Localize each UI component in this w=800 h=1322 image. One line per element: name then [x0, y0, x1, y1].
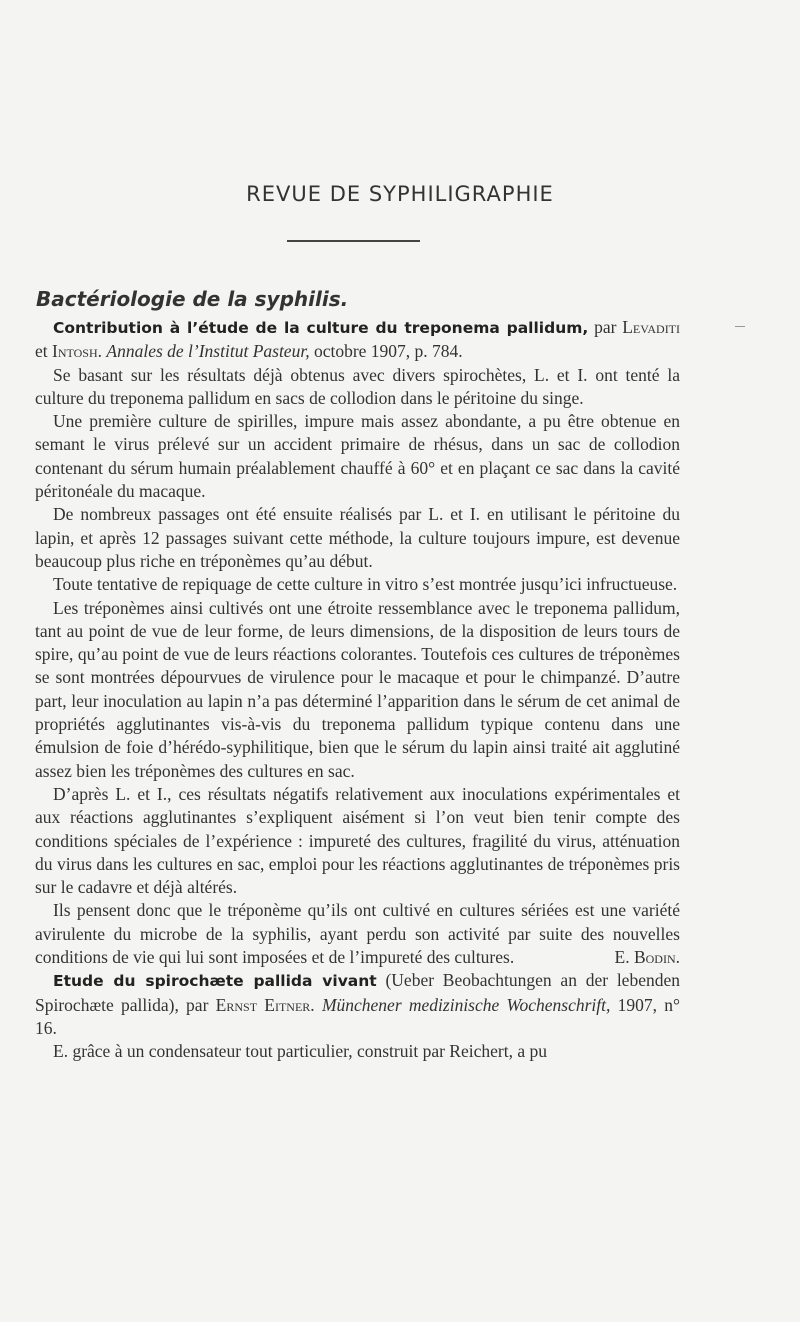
article2-original: (Ueber Beobachtungen an der lebenden Spirochæte pallida), par	[35, 970, 680, 1015]
paragraph: Se basant sur les résultats déjà obtenus avec divers spirochètes, L. et I. ont tenté la culture du treponema pallidum en sacs de collodion dans le péritoine du singe.	[35, 364, 680, 408]
paragraph: Une première culture de spirilles, impure mais assez abondante, a pu être obtenue en semant le virus prélevé sur un accident primaire de rhésus, dans un sac de collodion contenant du sérum humain préalablement chauffé à 60° et en plaçant ce sac dans la cavité péritonéale du macaque.	[35, 411, 680, 502]
paragraph: Toute tentative de repiquage de cette culture in vitro s’est montrée jusqu’ici infructueuse.	[53, 574, 678, 595]
article2-ref: 1907, n° 16.	[35, 994, 681, 1038]
article1-ref: octobre 1907, p. 784.	[313, 341, 463, 362]
article2-journal: Münchener medizinische Wochenschrift,	[321, 994, 611, 1015]
paragraph: D’après L. et I., ces résultats négatifs relativement aux inoculations expérimentales et aux réactions agglutinantes s’expliquent aisément si l’on veut bien tenir compte des conditions spéciales de l’expérience : impureté des cultures, fragilité du virus, atténuation du virus dans les cultures en sac, emploi pour les réactions agglutinantes de tréponèmes pris sur le cadavre et déjà altérés.	[35, 783, 680, 898]
title-rule	[287, 240, 420, 242]
paragraph: Les tréponèmes ainsi cultivés ont une étroite ressemblance avec le treponema pallidum, tant au point de vue de leur forme, de leurs dimensions, de la disposition de leurs tours de spire, qu’au point de vue de leurs réactions colorantes. Toutefois ces cultures de tréponèmes se sont montrées dépourvues de virulence pour le macaque et pour le chimpanzé. D’autre part, leur inoculation au lapin n’a pas déterminé l’apparition dans le sérum de cet animal de propriétés agglutinantes vis-à-vis du treponema pallidum typique contenu dans une émulsion de foie d’hérédo-syphilitique, bien que le sérum du lapin ainsi traité ait agglutiné assez bien les tréponèmes des cultures en sac.	[35, 597, 680, 781]
article1-and: et	[35, 341, 48, 362]
article1-author2: Intosh.	[52, 341, 103, 362]
paragraph	[35, 899, 680, 969]
article1-by: par	[594, 317, 617, 337]
paragraph: De nombreux passages ont été ensuite réalisés par L. et I. en utilisant le péritoine du lapin, et après 12 passages suivant cette méthode, la culture toujours impure, est devenue beaucoup plus riche en tréponèmes qu’au début.	[35, 504, 680, 571]
section-title: Bactériologie de la syphilis.	[36, 287, 349, 311]
article1-journal: Annales de l’Institut Pasteur,	[106, 341, 310, 362]
article1-heading	[35, 316, 680, 364]
body-text	[35, 316, 680, 1064]
paragraph-text: Ils pensent donc que le tréponème qu’ils ont cultivé en cultures sériées est une variété avirulente du microbe de la syphilis, ayant perdu son activité par suite des nouvelles conditions de vie qui lui sont imposées et de l’impureté des cultures.	[35, 900, 680, 968]
article2-heading	[35, 969, 680, 1040]
article2-author: Ernst Eitner.	[215, 994, 315, 1015]
paragraph: E. grâce à un condensateur tout particulier, construit par Reichert, a pu	[53, 1041, 547, 1062]
margin-mark	[735, 326, 745, 327]
article1-author: Levaditi	[622, 317, 681, 337]
signature: E. Bodin.	[614, 947, 680, 968]
article2-title: Etude du spirochæte pallida vivant	[53, 972, 377, 991]
article1-title: Contribution à l’étude de la culture du treponema pallidum,	[53, 319, 589, 337]
running-title: REVUE DE SYPHILIGRAPHIE	[246, 182, 554, 206]
